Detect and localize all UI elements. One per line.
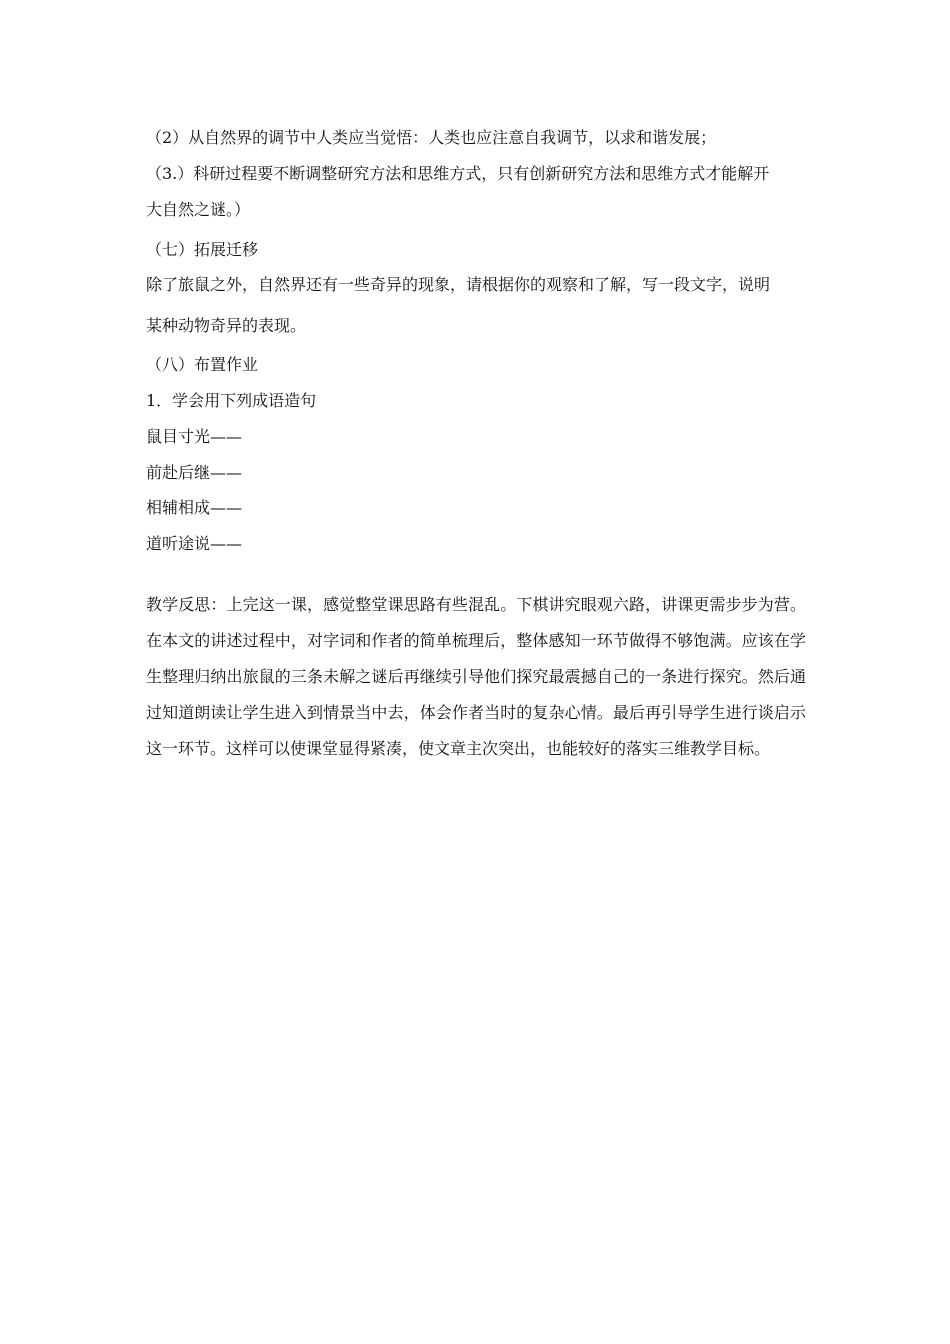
text-line-point-3-continued: 大自然之谜。） <box>146 200 251 219</box>
idiom-line-4: 道听途说—— <box>146 534 243 553</box>
idiom-line-1: 鼠目寸光—— <box>146 427 243 446</box>
idiom-line-2: 前赴后继—— <box>146 463 243 482</box>
text-line-extension-task: 除了旅鼠之外，自然界还有一些奇异的现象，请根据你的观察和了解，写一段文字，说明 <box>146 275 771 294</box>
section-heading-homework: （八）布置作业 <box>146 355 259 374</box>
text-line-extension-task-continued: 某种动物奇异的表现。 <box>146 316 307 335</box>
text-line-point-3: （3.）科研过程要不断调整研究方法和思维方式，只有创新研究方法和思维方式才能解开 <box>146 164 770 183</box>
section-heading-extension: （七）拓展迁移 <box>146 240 259 259</box>
teaching-reflection-paragraph: 教学反思：上完这一课，感觉整堂课思路有些混乱。下棋讲究眼观六路，讲课更需步步为营。在本文的讲述过程中，对字词和作者的简单梳理后，整体感知一环节做得不够饱满。应该在学生整理归纳出旅鼠的三条未解之谜后再继续引导他们探究最震撼自己的一条进行探究。然后通过知道朗读让学生进入到情景当中去，体会作者当时的复杂心情。最后再引导学生进行谈启示这一环节。这样可以使课堂显得紧凑，使文章主次突出，也能较好的落实三维教学目标。 <box>146 595 806 758</box>
text-line-point-2: （2）从自然界的调节中人类应当觉悟：人类也应注意自我调节，以求和谐发展； <box>146 128 717 147</box>
homework-item-1: 1．学会用下列成语造句 <box>146 391 317 410</box>
idiom-line-3: 相辅相成—— <box>146 498 243 517</box>
